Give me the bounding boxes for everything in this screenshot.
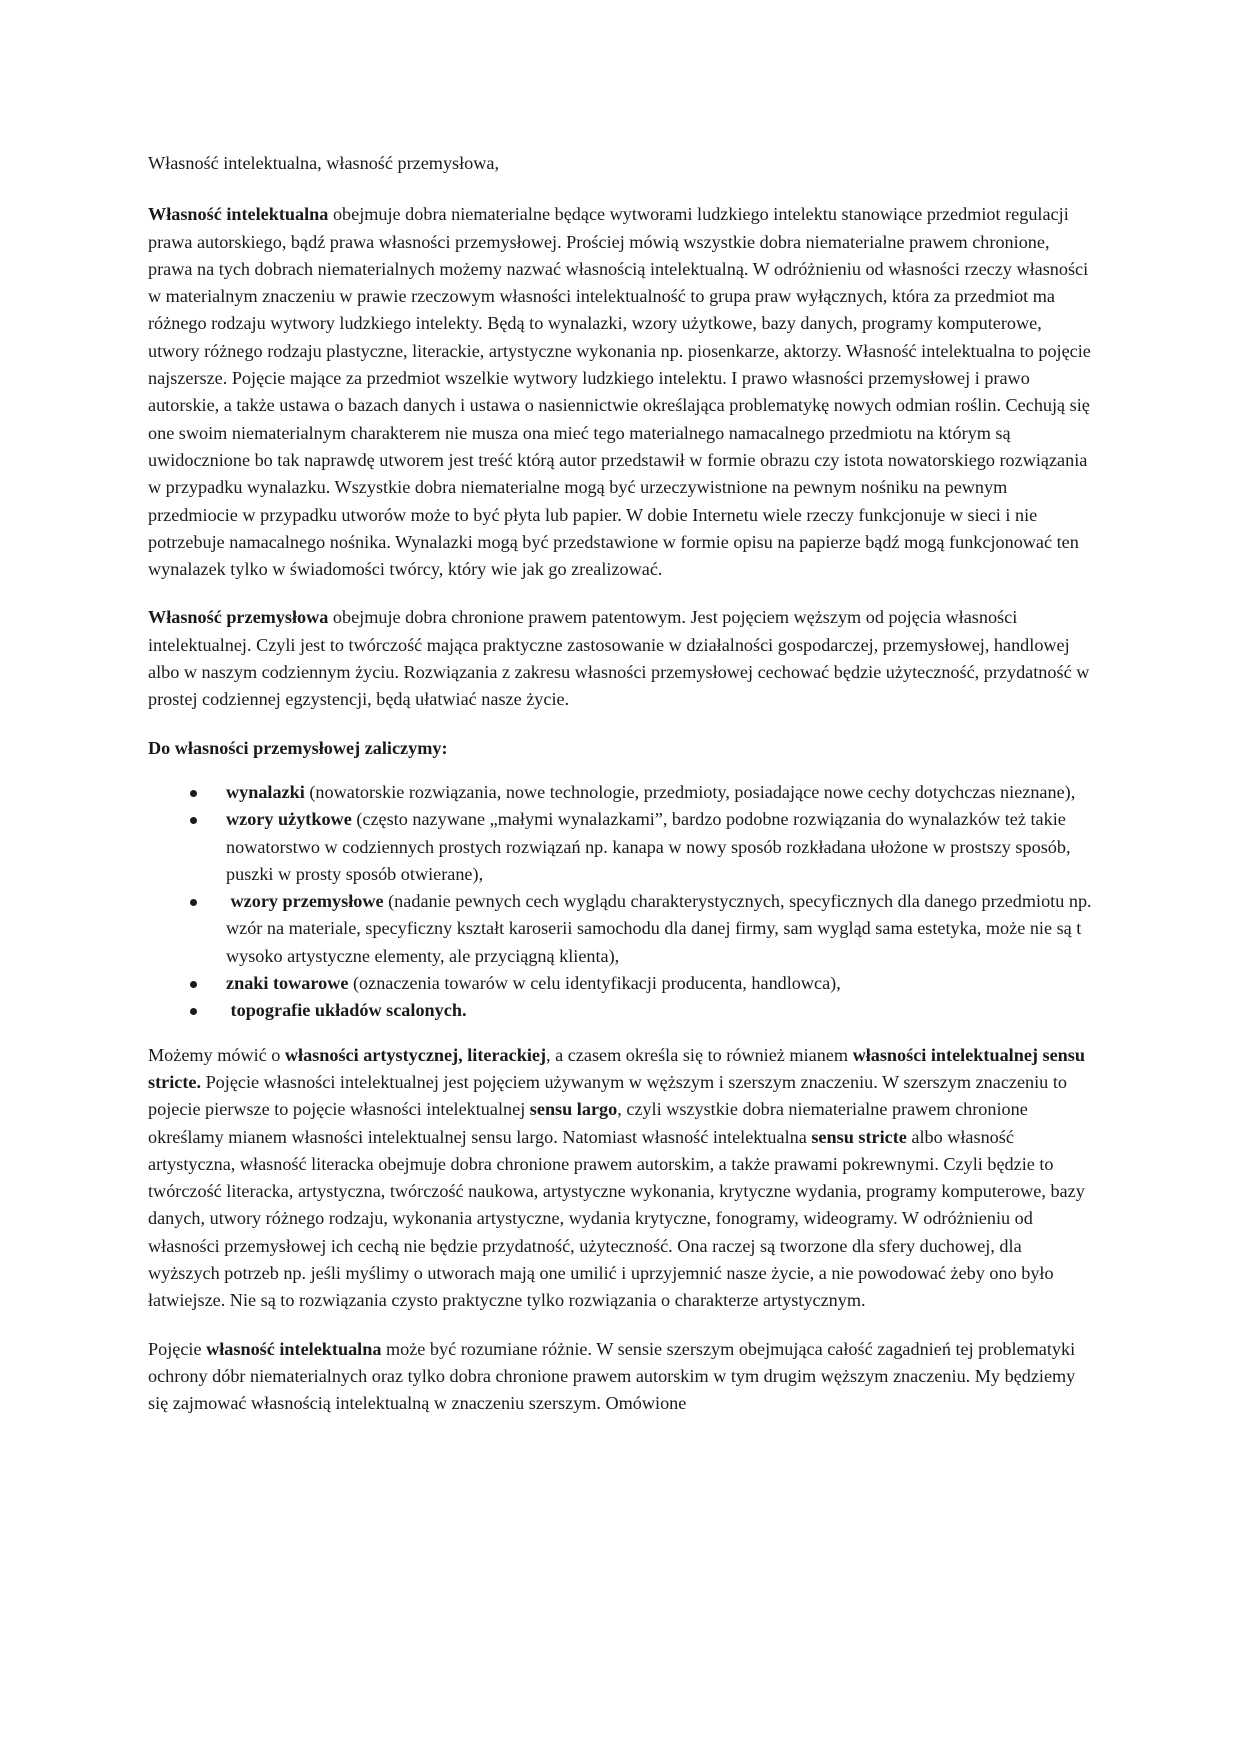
bold-term: wzory przemysłowe bbox=[226, 891, 384, 912]
industrial-property-list bbox=[148, 779, 1093, 1025]
bold-term: własność intelektualna bbox=[206, 1338, 382, 1359]
list-item bbox=[148, 806, 1093, 888]
bullet-icon bbox=[190, 817, 197, 824]
list-heading-text: Do własności przemysłowej zaliczymy: bbox=[148, 737, 448, 758]
paragraph-text: Pojęcie własności intelektualnej jest pojęciem używanym w węższym i szerszym znaczeniu. W szerszym znaczeniu to pojecie pierwsze to pojęcie własności intelektualnej bbox=[148, 1071, 1067, 1120]
bold-term: własności artystycznej, literackiej bbox=[284, 1044, 547, 1065]
bold-term: własności intelektualnej sensu stricte. bbox=[148, 1044, 1085, 1092]
bold-term: znaki towarowe bbox=[226, 973, 349, 994]
document-page bbox=[148, 150, 1093, 1438]
bold-term: wynalazki bbox=[226, 781, 305, 802]
list-item-text: (często nazywane „małymi wynalazkami”, bardzo podobne rozwiązania do wynalazków też takie nowatorstwo w codziennych prostych rozwiązań np. kanapa w nowy sposób rozkładana ułożone w prostszy sposób, puszki w prosty sposób otwierane), bbox=[226, 809, 1071, 884]
bullet-icon bbox=[190, 981, 197, 988]
paragraph-text: albo własność artystyczna, własność literacka obejmuje dobra chronione prawem autorskim, a także prawami pokrewnymi. Czyli będzie to twórczość literacka, artystyczna, twórczość naukowa, artystyczne wykonania, krytyczne wydania, programy komputerowe, bazy danych, utwory różnego rodzaju, wykonania artystyczne, wydania krytyczne, fonogramy, wideogramy. W odróżnieniu od własności przemysłowej ich cechą nie będzie przydatność, użyteczność. Ona raczej są tworzone dla sfery duchowej, dla wyższych potrzeb np. jeśli myślimy o utworach mają one umilić i uprzyjemnić nasze życie, a nie powodować żeby ono było łatwiejsze. Nie są to rozwiązania czysto praktyczne tylko rozwiązania o charakterze artystycznym. bbox=[148, 1126, 1085, 1311]
list-item bbox=[148, 888, 1093, 970]
bold-term: sensu stricte bbox=[811, 1126, 907, 1147]
bullet-icon bbox=[190, 1008, 197, 1015]
bold-term: topografie układów scalonych. bbox=[226, 1000, 467, 1021]
list-item-text: (oznaczenia towarów w celu identyfikacji producenta, handlowca), bbox=[348, 973, 841, 994]
list-item-text: (nadanie pewnych cech wyglądu charakterystycznych, specyficznych dla danego przedmiotu np. wzór na materiale, specyficzny kształt karoserii samochodu dla danej firmy, sam wygląd sama estetyka, może nie są t wysoko artystyczne elementy, ale przyciągną klienta), bbox=[226, 891, 1092, 966]
paragraph-intellectual-property bbox=[148, 201, 1093, 583]
paragraph-concept bbox=[148, 1336, 1093, 1418]
paragraph-text: może być rozumiane różnie. W sensie szerszym obejmująca całość zagadnień tej problematyki ochrony dóbr niematerialnych oraz tylko dobra chronione prawem autorskim w tym drugim węższym znaczeniu. My będziemy się zajmować własnością intelektualną w znaczeniu szerszym. Omówione bbox=[148, 1338, 1076, 1414]
list-item bbox=[148, 779, 1093, 806]
list-item-text: (nowatorskie rozwiązania, nowe technologie, przedmioty, posiadające nowe cechy dotychczas nieznane), bbox=[304, 781, 1076, 802]
paragraph-industrial-property bbox=[148, 604, 1093, 713]
paragraph-text: Możemy mówić o bbox=[148, 1044, 285, 1065]
list-heading bbox=[148, 735, 1093, 762]
paragraph-text: , a czasem określa się to również mianem bbox=[546, 1044, 853, 1065]
paragraph-text: obejmuje dobra chronione prawem patentowym. Jest pojęciem węższym od pojęcia własności intelektualnej. Czyli jest to twórczość mająca praktyczne zastosowanie w działalności gospodarczej, przemysłowej, handlowej albo w naszym codziennym życiu. Rozwiązania z zakresu własności przemysłowej cechować będzie użyteczność, przydatność w prostej codziennej egzystencji, będą ułatwiać nasze życie. bbox=[148, 607, 1090, 710]
bold-term: sensu largo bbox=[529, 1099, 618, 1120]
list-item bbox=[148, 970, 1093, 997]
paragraph-artistic-property bbox=[148, 1042, 1093, 1315]
document-title: Własność intelektualna, własność przemysłowa, bbox=[148, 153, 500, 173]
bold-term: Własność intelektualna bbox=[148, 204, 329, 225]
paragraph-text: obejmuje dobra niematerialne będące wytworami ludzkiego intelektu stanowiące przedmiot regulacji prawa autorskiego, bądź prawa własności przemysłowej. Prościej mówią wszystkie dobra niematerialne prawem chronione, prawa na tych dobrach niematerialnych możemy nazwać własnością intelektualną. W odróżnieniu od własności rzeczy własności w materialnym znaczeniu w prawie rzeczowym własności intelektualność to grupa praw wyłącznych, która za przedmiot ma różnego rodzaju wytwory ludzkiego intelekty. Będą to wynalazki, wzory użytkowe, bazy danych, programy komputerowe, utwory różnego rodzaju plastyczne, literackie, artystyczne wykonania np. piosenkarze, aktorzy. Własność intelektualna to pojęcie najszersze. Pojęcie mające za przedmiot wszelkie wytwory ludzkiego intelektu. I prawo własności przemysłowej i prawo autorskie, a także ustawa o bazach danych i ustawa o nasiennictwie określająca problematykę nowych odmian roślin. Cechują się one swoim niematerialnym charakterem nie musza ona mieć tego materialnego namacalnego przedmiotu na którym są uwidocznione bo tak naprawdę utworem jest treść którą autor przedstawił w formie obrazu czy istota nowatorskiego rozwiązania w przypadku wynalazku. Wszystkie dobra niematerialne mogą być urzeczywistnione na pewnym nośniku na pewnym przedmiocie w przypadku utworów może to być płyta lub papier. W dobie Internetu wiele rzeczy funkcjonuje w sieci i nie potrzebuje namacalnego nośnika. Wynalazki mogą być przedstawione w formie opisu na papierze bądź mogą funkcjonować ten wynalazek tylko w świadomości twórcy, który wie jak go zrealizować. bbox=[148, 204, 1091, 580]
bullet-icon bbox=[190, 899, 197, 906]
list-item bbox=[148, 997, 1093, 1024]
paragraph-text: Pojęcie bbox=[148, 1338, 207, 1359]
paragraph-text: , czyli wszystkie dobra niematerialne prawem chronione określamy mianem własności intelektualnej sensu largo. Natomiast własność intelektualna bbox=[148, 1099, 1028, 1147]
bold-term: wzory użytkowe bbox=[226, 809, 352, 830]
bullet-icon bbox=[190, 790, 197, 797]
bold-term: Własność przemysłowa bbox=[148, 607, 329, 628]
